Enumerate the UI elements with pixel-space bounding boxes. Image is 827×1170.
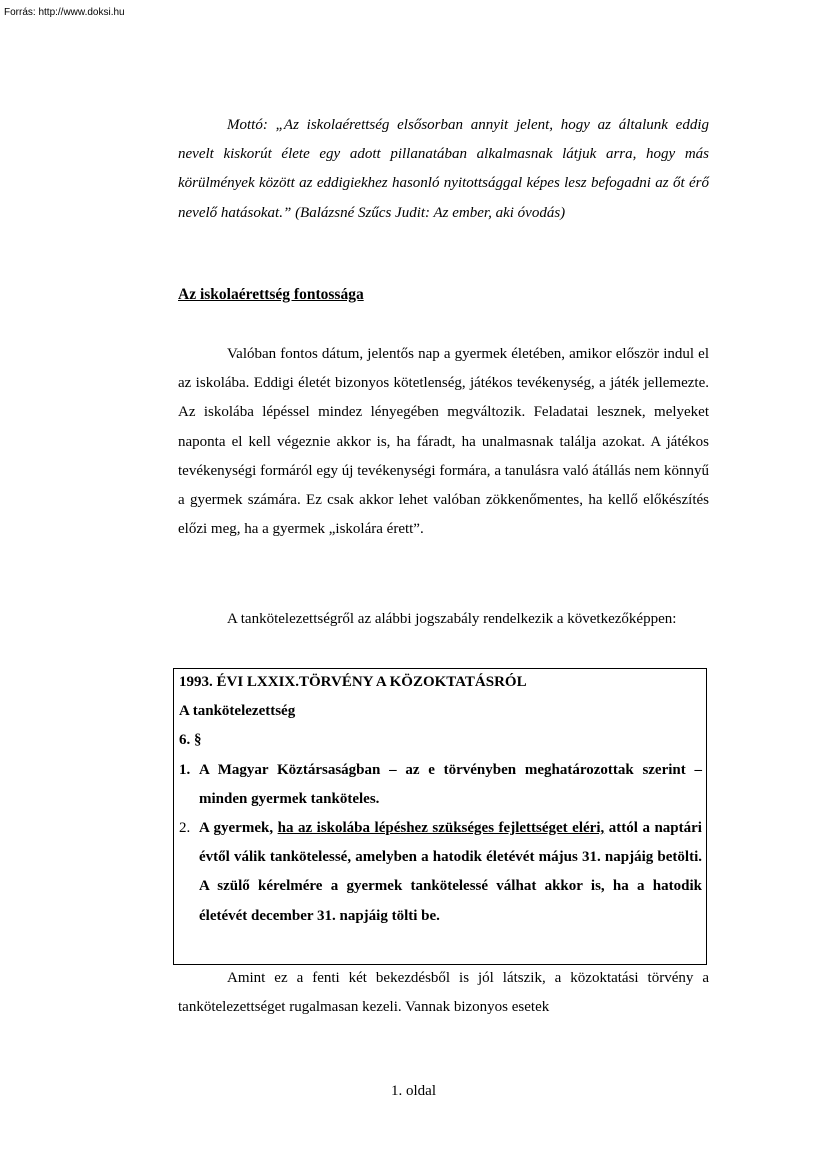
law-item-2-pre: A gyermek,	[199, 820, 278, 837]
law-item-2-number: 2.	[179, 820, 191, 837]
law-item-2	[179, 814, 702, 931]
source-label: Forrás: http://www.doksi.hu	[4, 7, 125, 18]
motto-quote: Mottó: „Az iskolaérettség elsősorban annyit jelent, hogy az általunk eddig nevelt kiskorút élete egy adott pillanatában alkalmasnak látjuk arra, hogy más körülmények között az eddigiekhez hasonló nyitottsággal képes lesz befogadni az őt érő nevelő hatásokat.” (Balázsné Szűcs Judit: Az ember, aki óvodás)	[178, 117, 709, 221]
law-item-1-text: A Magyar Köztársaságban – az e törvényben meghatározottak szerint – minden gyermek tanköteles.	[199, 761, 702, 807]
law-subtitle: A tankötelezettség	[179, 703, 296, 720]
paragraph-3: Amint ez a fenti két bekezdésből is jól látszik, a közoktatási törvény a tankötelezettséget rugalmasan kezeli. Vannak bizonyos esetek	[178, 970, 709, 1016]
section-heading: Az iskolaérettség fontossága	[178, 286, 364, 303]
law-item-2-post: attól a naptári évtől válik tankötelessé, amelyben a hatodik életévét május 31. napjáig betölti. A szülő kérelmére a gyermek tankötelessé válhat akkor is, ha a hatodik életévét december 31. napjáig tölti be.	[199, 820, 702, 924]
law-item-1-number: 1.	[179, 761, 191, 778]
page-number: 1. oldal	[391, 1083, 436, 1099]
paragraph-1: Valóban fontos dátum, jelentős nap a gyermek életében, amikor először indul el az iskolába. Eddigi életét bizonyos kötetlenség, játékos tevékenység, a játék jellemezte. Az iskolába lépéssel mindez lényegében megváltozik. Feladatai lesznek, melyeket naponta el kell végeznie akkor is, ha fáradt, ha unalmasnak találja azokat. A játékos tevékenységi formáról egy új tevékenységi formára, a tanulásra való átállás nem könnyű a gyermek számára. Ez csak akkor lehet valóban zökkenőmentes, ha kellő előkészítés előzi meg, ha a gyermek „iskolára érett”.	[178, 346, 709, 538]
law-item-2-text	[199, 814, 702, 931]
law-section: 6. §	[179, 732, 202, 749]
law-item-1	[179, 756, 702, 814]
law-excerpt-box	[173, 668, 707, 965]
paragraph-2: A tankötelezettségről az alábbi jogszabály rendelkezik a következőképpen:	[227, 611, 677, 627]
law-item-2-underlined: ha az iskolába lépéshez szükséges fejlettséget eléri,	[277, 820, 605, 837]
law-title: 1993. ÉVI LXXIX.TÖRVÉNY A KÖZOKTATÁSRÓL	[179, 674, 527, 690]
